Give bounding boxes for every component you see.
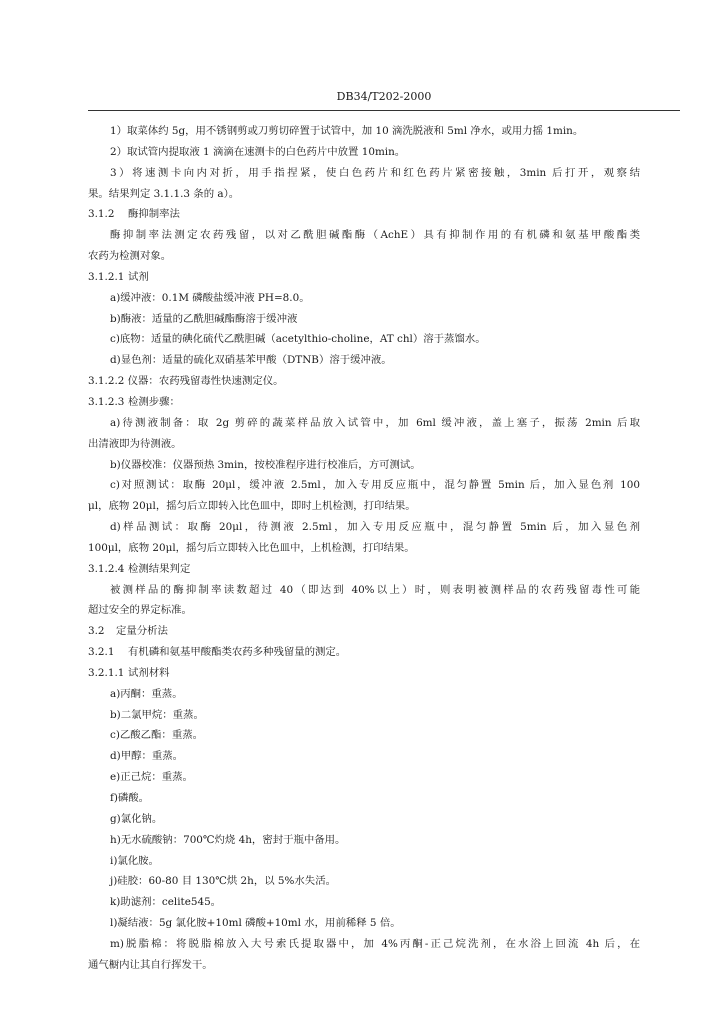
section-number: 3.1.2.3 xyxy=(88,395,125,408)
paragraph-line: 2）取试管内提取液 1 滴滴在速测卡的白色药片中放置 10min。 xyxy=(110,145,406,158)
list-item: c)底物：适量的碘化硫代乙酰胆碱（acetylthio-choline，AT chl）溶于蒸馏水。 xyxy=(110,333,486,346)
list-item: b)二氯甲烷：重蒸。 xyxy=(110,708,204,721)
section-title: 检测结果判定 xyxy=(128,562,191,575)
list-item-continuation: 100μl，底物 20μl，摇匀后立即转入比色皿中，上机检测，打印结果。 xyxy=(88,541,415,554)
list-item: m)脱脂棉：将脱脂棉放入大号索氏提取器中，加 4%丙酮-正己烷洗剂，在水浴上回流 4h 后，在 xyxy=(110,937,640,950)
list-item: a)丙酮：重蒸。 xyxy=(110,687,183,700)
section-number: 3.1.2 xyxy=(88,208,115,221)
list-item-continuation: 出清液即为待测液。 xyxy=(88,437,182,450)
section-number: 3.1.2.4 xyxy=(88,562,125,575)
section-title: 有机磷和氨基甲酸酯类农药多种残留量的测定。 xyxy=(128,646,347,659)
section-heading-3-2-1-1 xyxy=(88,663,640,684)
section-heading-3-2 xyxy=(88,621,640,642)
list-item: k)助滤剂：celite545。 xyxy=(110,896,222,909)
list-item: c)对照测试：取酶 20μl，缓冲液 2.5ml，加入专用反应瓶中，混匀静置 5min 后，加入显色剂 100 xyxy=(110,479,640,492)
paragraph-line: 1）取菜体约 5g，用不锈钢剪或刀剪切碎置于试管中，加 10 滴洗脱液和 5ml 净水，或用力摇 1min。 xyxy=(110,125,584,137)
list-item: a)缓冲液：0.1M 磷酸盐缓冲液 PH=8.0。 xyxy=(110,291,310,304)
list-item: h)无水硫酸钠：700℃灼烧 4h，密封于瓶中备用。 xyxy=(110,833,346,846)
list-item-continuation: 通气橱内让其自行挥发干。 xyxy=(88,958,213,971)
list-item: j)硅胶：60-80 目 130℃烘 2h，以 5%水失活。 xyxy=(110,875,336,888)
header-rule xyxy=(88,110,680,111)
section-title: 酶抑制率法 xyxy=(128,208,180,221)
list-item: c)乙酸乙酯：重蒸。 xyxy=(110,729,203,742)
paragraph-line: 酶抑制率法测定农药残留，以对乙酰胆碱酯酶（AchE）具有抑制作用的有机磷和氨基甲酸酯类 xyxy=(110,229,640,242)
list-item: a)待测液制备：取 2g 剪碎的蔬菜样品放入试管中，加 6ml 缓冲液，盖上塞子，振荡 2min 后取 xyxy=(110,416,640,429)
list-item: d)显色剂：适量的硫化双硝基苯甲酸（DTNB）溶于缓冲液。 xyxy=(110,354,392,367)
paragraph-line: 3）将速测卡向内对折，用手指捏紧，使白色药片和红色药片紧密接触，3min 后打开，观察结 xyxy=(110,166,640,179)
list-item: g)氯化钠。 xyxy=(110,812,163,825)
document-code-header: DB34/T202-2000 xyxy=(336,90,432,103)
section-heading-3-1-2-1 xyxy=(88,267,640,288)
section-heading-3-2-1 xyxy=(88,642,640,663)
section-number: 3.2 xyxy=(88,625,105,638)
section-heading-3-1-2-4 xyxy=(88,559,640,580)
section-number: 3.1.2.1 xyxy=(88,270,125,283)
section-title: 定量分析法 xyxy=(116,625,168,638)
list-item-continuation: μl，底物 20μl，摇匀后立即转入比色皿中，即时上机检测，打印结果。 xyxy=(88,500,416,513)
list-item: e)正己烷：重蒸。 xyxy=(110,771,193,784)
list-item: l)凝结液：5g 氯化胺+10ml 磷酸+10ml 水，用前稀释 5 倍。 xyxy=(110,917,401,930)
document-body xyxy=(88,121,640,976)
section-heading-3-1-2-2: 3.1.2.2 仪器：农药残留毒性快速测定仪。 xyxy=(88,375,284,388)
section-title: 试剂 xyxy=(128,270,149,283)
section-number: 3.2.1 xyxy=(88,646,115,659)
section-heading-3-1-2 xyxy=(88,204,640,225)
paragraph-line: 被测样品的酶抑制率读数超过 40（即达到 40%以上）时，则表明被测样品的农药残留毒性可能 xyxy=(110,583,640,596)
list-item: b)仪器校准：仪器预热 3min，按校准程序进行校准后，方可测试。 xyxy=(110,458,421,471)
section-number: 3.2.1.1 xyxy=(88,666,125,679)
paragraph-line: 超过安全的界定标准。 xyxy=(88,604,192,617)
list-item: i)氯化胺。 xyxy=(110,854,159,867)
list-item: d)甲醇：重蒸。 xyxy=(110,750,184,763)
list-item: f)磷酸。 xyxy=(110,792,150,804)
list-item: b)酶液：适量的乙酰胆碱酯酶溶于缓冲液 xyxy=(110,312,298,325)
section-title: 试剂材料 xyxy=(128,666,170,679)
section-heading-3-1-2-3 xyxy=(88,392,640,413)
paragraph-line: 果。结果判定 3.1.1.3 条的 a）。 xyxy=(88,187,240,200)
paragraph-line: 农药为检测对象。 xyxy=(88,250,172,263)
list-item: d)样品测试：取酶 20μl，待测液 2.5ml，加入专用反应瓶中，混匀静置 5min 后，加入显色剂 xyxy=(110,521,640,534)
section-title: 检测步骤： xyxy=(128,395,180,408)
